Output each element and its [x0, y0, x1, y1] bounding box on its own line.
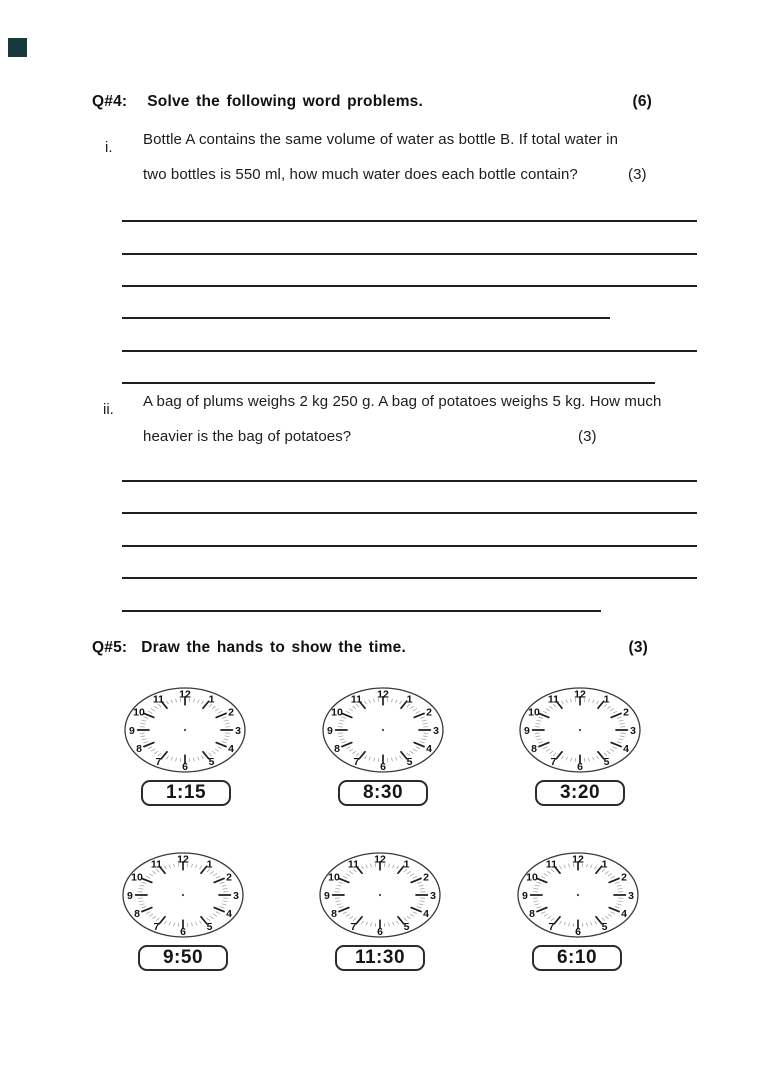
svg-text:12: 12: [572, 853, 584, 866]
svg-text:11: 11: [545, 858, 558, 871]
svg-text:10: 10: [528, 706, 540, 719]
svg-text:4: 4: [228, 742, 234, 755]
svg-text:8: 8: [134, 907, 140, 920]
answer-line: [122, 350, 697, 352]
q4-marks: (6): [632, 93, 652, 110]
svg-text:4: 4: [423, 907, 429, 920]
svg-text:1: 1: [406, 693, 413, 706]
item-ii-numeral: ii.: [103, 401, 114, 418]
time-label: 9:50: [138, 945, 228, 971]
time-label: 3:20: [535, 780, 625, 806]
svg-text:10: 10: [526, 871, 538, 884]
item-ii-text: [143, 384, 699, 454]
clock-face: [512, 684, 648, 776]
answer-line: [122, 285, 697, 287]
q5-heading: [92, 639, 648, 657]
q4-number: Q#4:: [92, 93, 128, 110]
svg-text:3: 3: [630, 724, 637, 737]
svg-text:11: 11: [350, 693, 363, 706]
svg-text:7: 7: [153, 921, 160, 934]
svg-text:3: 3: [233, 889, 240, 902]
svg-text:7: 7: [548, 921, 555, 934]
svg-text:7: 7: [155, 756, 162, 769]
answer-line: [122, 610, 601, 612]
svg-text:12: 12: [377, 688, 389, 701]
time-label: 11:30: [335, 945, 425, 971]
svg-text:11: 11: [150, 858, 163, 871]
svg-text:9: 9: [523, 724, 530, 737]
q5-number: Q#5:: [92, 639, 128, 656]
svg-text:8: 8: [331, 907, 337, 920]
svg-text:2: 2: [623, 706, 629, 719]
svg-text:6: 6: [182, 761, 188, 774]
svg-text:3: 3: [628, 889, 635, 902]
svg-text:2: 2: [426, 706, 432, 719]
item-i-numeral: i.: [105, 139, 113, 156]
answer-line: [122, 545, 697, 547]
svg-text:5: 5: [406, 756, 413, 769]
svg-text:2: 2: [228, 706, 234, 719]
svg-text:6: 6: [575, 926, 581, 939]
svg-text:9: 9: [126, 889, 133, 902]
svg-text:10: 10: [133, 706, 145, 719]
time-label: 6:10: [532, 945, 622, 971]
svg-text:11: 11: [152, 693, 165, 706]
q4-heading: [92, 93, 652, 111]
svg-text:10: 10: [328, 871, 340, 884]
svg-text:12: 12: [179, 688, 191, 701]
item-i-line2: two bottles is 550 ml, how much water does each bottle contain?: [143, 166, 578, 183]
svg-text:8: 8: [529, 907, 535, 920]
svg-text:5: 5: [603, 756, 610, 769]
svg-text:9: 9: [128, 724, 135, 737]
answer-line: [122, 253, 697, 255]
svg-text:12: 12: [574, 688, 586, 701]
svg-text:12: 12: [177, 853, 189, 866]
svg-text:4: 4: [623, 742, 629, 755]
svg-text:8: 8: [531, 742, 537, 755]
q5-title: Draw the hands to show the time.: [141, 639, 406, 656]
time-label: 8:30: [338, 780, 428, 806]
svg-text:11: 11: [347, 858, 360, 871]
svg-text:12: 12: [374, 853, 386, 866]
svg-text:1: 1: [208, 693, 215, 706]
svg-text:3: 3: [430, 889, 437, 902]
clock-face: [315, 684, 451, 776]
answer-line: [122, 512, 697, 514]
svg-text:6: 6: [380, 761, 386, 774]
svg-text:9: 9: [521, 889, 528, 902]
svg-text:1: 1: [206, 858, 213, 871]
svg-text:4: 4: [621, 907, 627, 920]
svg-text:5: 5: [601, 921, 608, 934]
answer-line: [122, 577, 697, 579]
svg-text:6: 6: [577, 761, 583, 774]
svg-text:3: 3: [235, 724, 242, 737]
clock-face: [312, 849, 448, 941]
item-ii-line2: heavier is the bag of potatoes?: [143, 428, 352, 445]
svg-text:7: 7: [550, 756, 557, 769]
svg-text:10: 10: [131, 871, 143, 884]
svg-text:2: 2: [423, 871, 429, 884]
item-i-marks: (3): [628, 166, 647, 183]
svg-text:10: 10: [331, 706, 343, 719]
item-i-text: [143, 122, 699, 192]
svg-text:8: 8: [334, 742, 340, 755]
item-ii-line1: A bag of plums weighs 2 kg 250 g. A bag of potatoes weighs 5 kg. How much: [143, 393, 662, 410]
svg-text:5: 5: [403, 921, 410, 934]
svg-text:1: 1: [601, 858, 608, 871]
clock-face: [510, 849, 646, 941]
svg-text:4: 4: [226, 907, 232, 920]
svg-text:3: 3: [433, 724, 440, 737]
svg-text:8: 8: [136, 742, 142, 755]
svg-text:6: 6: [180, 926, 186, 939]
answer-line: [122, 317, 610, 319]
corner-mark: [8, 38, 27, 57]
answer-line: [122, 220, 697, 222]
clock-face: [117, 684, 253, 776]
svg-text:11: 11: [547, 693, 560, 706]
svg-text:1: 1: [403, 858, 410, 871]
svg-text:9: 9: [323, 889, 330, 902]
item-ii-marks: (3): [578, 428, 597, 445]
svg-text:9: 9: [326, 724, 333, 737]
svg-text:7: 7: [350, 921, 357, 934]
svg-text:5: 5: [206, 921, 213, 934]
svg-text:2: 2: [621, 871, 627, 884]
time-label: 1:15: [141, 780, 231, 806]
q4-title: Solve the following word problems.: [147, 93, 423, 110]
svg-text:7: 7: [353, 756, 360, 769]
svg-text:6: 6: [377, 926, 383, 939]
svg-text:5: 5: [208, 756, 215, 769]
answer-line: [122, 480, 697, 482]
svg-text:1: 1: [603, 693, 610, 706]
svg-text:4: 4: [426, 742, 432, 755]
clock-face: [115, 849, 251, 941]
item-i-line1: Bottle A contains the same volume of water as bottle B. If total water in: [143, 131, 619, 148]
q5-marks: (3): [628, 639, 648, 656]
svg-text:2: 2: [226, 871, 232, 884]
